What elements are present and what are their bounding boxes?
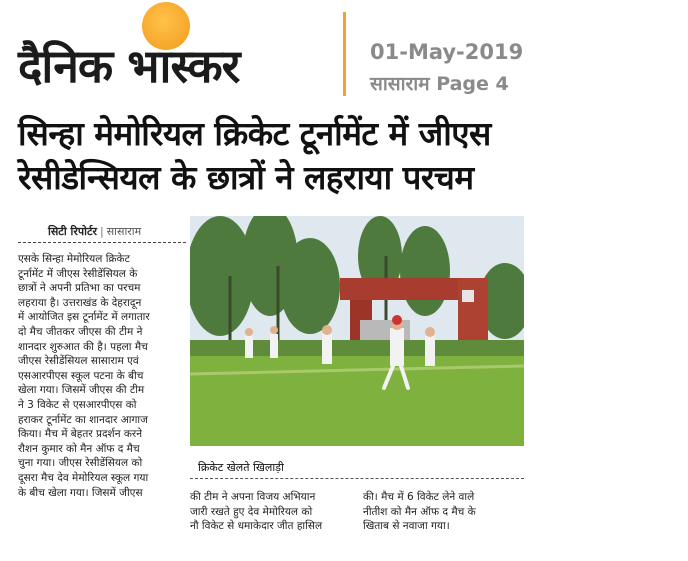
- newspaper-logo: दैनिक भास्कर: [18, 39, 240, 93]
- text-line: एसके सिन्हा मेमोरियल क्रिकेट: [18, 253, 130, 265]
- caption-rule: [190, 478, 524, 479]
- headline-line: रेसीडेन्सियल के छात्रों ने लहराया परचम: [18, 158, 474, 197]
- edition-page: सासाराम Page 4: [370, 73, 509, 95]
- article-column-3: [363, 490, 525, 534]
- cricket-photo: [190, 216, 524, 446]
- text-line: जीएस रेसीडेंसियल सासाराम एवं: [18, 355, 139, 368]
- photo-caption: क्रिकेट खेलते खिलाड़ी: [198, 461, 284, 474]
- text-line: की। मैच में 6 विकेट लेने वाले: [363, 491, 475, 503]
- text-line: छात्रों ने अपनी प्रतिभा का परचम: [18, 282, 141, 295]
- text-line: किया। मैच में बेहतर प्रदर्शन करने: [18, 428, 143, 441]
- text-line: खेला गया। जिसमें जीएस की टीम: [18, 384, 145, 397]
- text-line: लहराया है। उत्तराखंड के देहरादून: [18, 296, 142, 309]
- text-line: दूसरा मैच देव मेमोरियल स्कूल गया: [18, 471, 149, 484]
- byline-separator: |: [100, 225, 104, 238]
- cricket-photo-illustration: [190, 216, 524, 446]
- text-line: टूर्नामेंट में जीएस रेसीडेंसियल के: [18, 267, 138, 280]
- byline: [48, 224, 141, 239]
- article-clipping: [8, 112, 528, 557]
- headline: [18, 112, 523, 200]
- article-column-1: [18, 252, 186, 552]
- edition-date: 01-May-2019: [370, 40, 524, 64]
- text-line: में आयोजित इस टूर्नामेंट में लगातार: [18, 311, 150, 324]
- byline-rule: [18, 242, 186, 243]
- text-line: ने 3 विकेट से एसआरपीएस को: [18, 398, 137, 411]
- masthead-divider: [343, 12, 346, 96]
- article-column-2: [190, 490, 355, 534]
- text-line: के बीच खेला गया। जिसमें जीएस: [18, 486, 143, 499]
- text-line: खिताब से नवाजा गया।: [363, 520, 450, 533]
- text-line: दो मैच जीतकर जीएस की टीम ने: [18, 325, 143, 338]
- text-line: हराकर टूर्नामेंट का शानदार आगाज: [18, 413, 148, 426]
- text-line: रौशन कुमार को मैन ऑफ द मैच: [18, 442, 140, 455]
- text-line: एसआरपीएस स्कूल पटना के बीच: [18, 369, 144, 382]
- text-line: की टीम ने अपना विजय अभियान: [190, 491, 316, 503]
- masthead: [0, 0, 688, 110]
- text-line: शानदार शुरुआत की है। पहला मैच: [18, 340, 148, 353]
- headline-line: सिन्हा मेमोरियल क्रिकेट टूर्नामेंट में जीएस: [18, 114, 491, 153]
- reporter-name: सिटी रिपोर्टर: [48, 225, 97, 238]
- text-line: नौ विकेट से धमाकेदार जीत हासिल: [190, 520, 323, 533]
- text-line: चुना गया। जीएस रेसीडेंसियल को: [18, 457, 143, 470]
- text-line: नीतीश को मैन ऑफ द मैच के: [363, 505, 476, 518]
- dateline-place: सासाराम: [106, 225, 142, 238]
- text-line: जारी रखते हुए देव मेमोरियल को: [190, 505, 313, 518]
